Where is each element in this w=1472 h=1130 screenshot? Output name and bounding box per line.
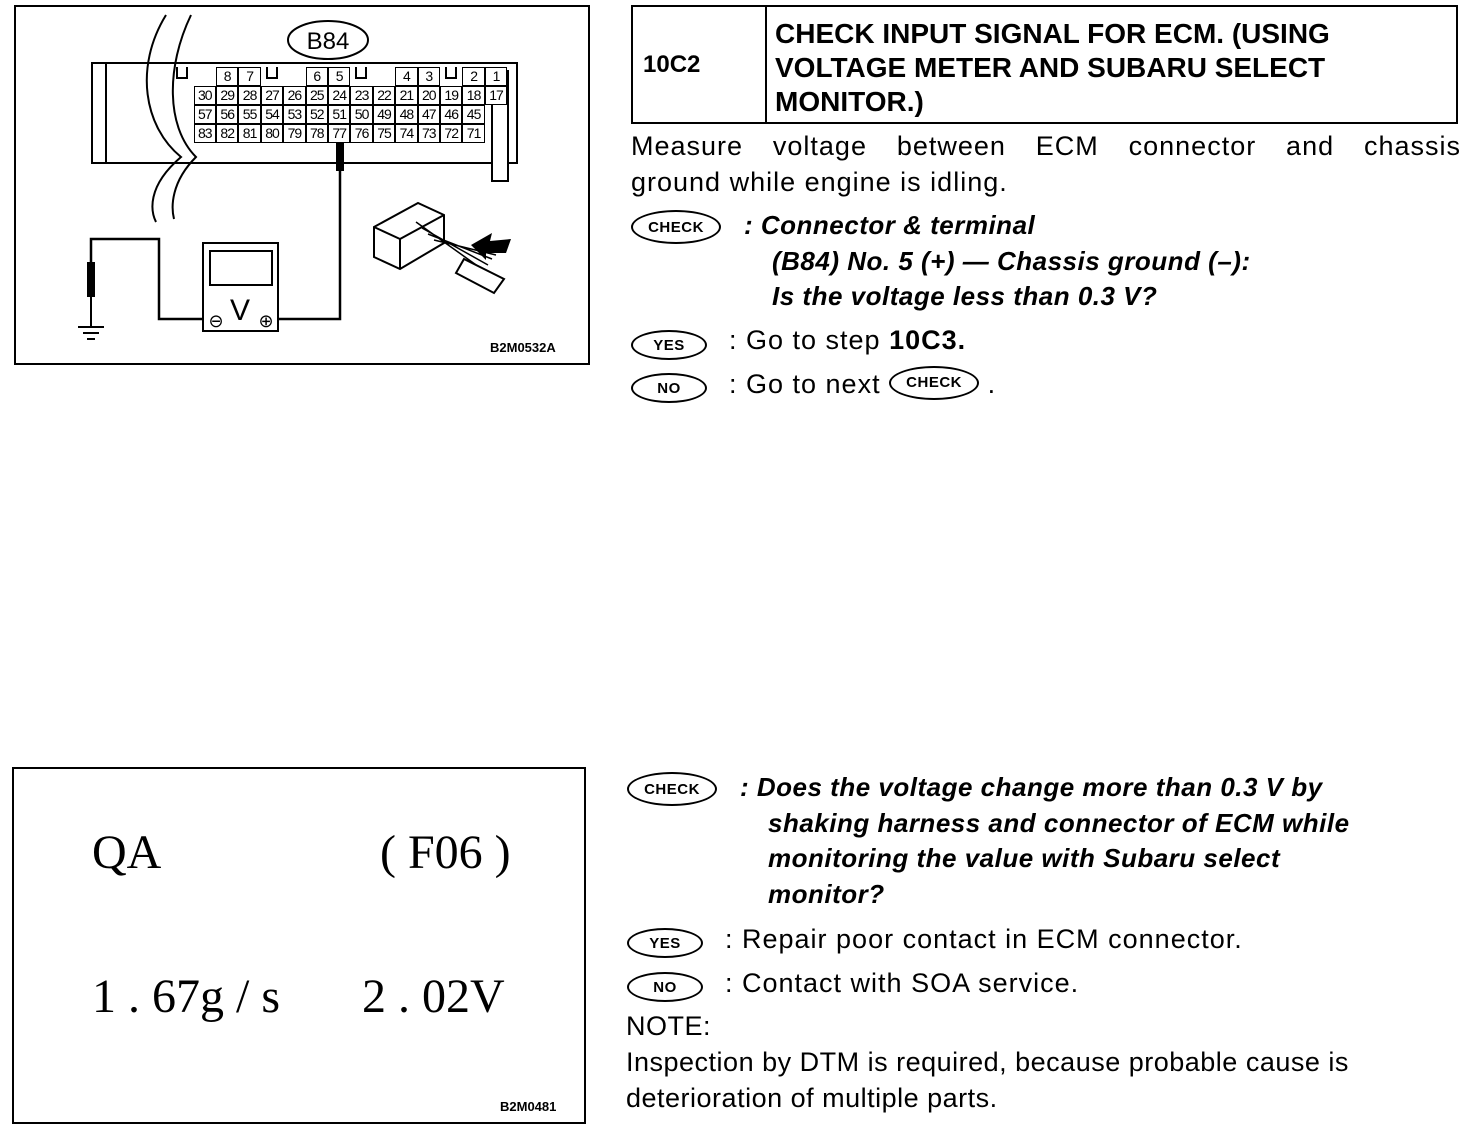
connector-pin: 76	[350, 124, 372, 143]
connector-pin: 55	[238, 105, 260, 124]
note-label: NOTE:	[626, 1011, 712, 1041]
connector-pin: 45	[462, 105, 484, 124]
check-line: (B84) No. 5 (+) — Chassis ground (–):	[772, 245, 1251, 276]
connector-pin: 21	[395, 86, 417, 105]
check-badge: CHECK	[631, 210, 721, 244]
plus-terminal: ⊕	[258, 311, 274, 332]
connector-pin: 81	[238, 124, 260, 143]
connector-pin: 3	[418, 67, 440, 86]
connector-pin: 74	[395, 124, 417, 143]
instruction-text	[631, 128, 1461, 200]
connector-pin: 56	[216, 105, 238, 124]
connector-pin: 79	[283, 124, 305, 143]
connector-pin: 83	[194, 124, 216, 143]
connector-pin: 73	[418, 124, 440, 143]
check-line: : Does the voltage change more than 0.3 V by	[740, 772, 1323, 802]
check-line: monitor?	[768, 878, 885, 909]
connector-pin: 50	[350, 105, 372, 124]
check-criteria	[740, 770, 1460, 912]
step-number: 10C2	[633, 7, 767, 122]
connector-slot	[266, 67, 278, 79]
voltmeter-symbol: V	[229, 294, 251, 327]
connector-pin: 8	[216, 67, 238, 86]
connector-pin: 27	[261, 86, 283, 105]
connector-pin: 47	[418, 105, 440, 124]
connector-pin: 48	[395, 105, 417, 124]
connector-pin: 18	[462, 86, 484, 105]
connector-pin: 23	[350, 86, 372, 105]
connector-slot	[445, 67, 457, 79]
connector-pin: 53	[283, 105, 305, 124]
connector-pin: 17	[485, 86, 507, 105]
connector-pin: 19	[440, 86, 462, 105]
note-line: deterioration of multiple parts.	[626, 1083, 998, 1113]
connector-pin: 82	[216, 124, 238, 143]
monitor-flow-reading: 1 . 67g / s	[92, 970, 281, 1023]
instruction-line: Measure voltage between ECM connector and chassis	[631, 131, 1461, 161]
connector-pin: 80	[261, 124, 283, 143]
monitor-voltage-reading: 2 . 02V	[362, 970, 505, 1023]
connector-pin: 78	[306, 124, 328, 143]
connector-pin: 7	[238, 67, 260, 86]
connector-pin: 49	[373, 105, 395, 124]
connector-pin: 75	[373, 124, 395, 143]
step-title-line: VOLTAGE METER AND SUBARU SELECT	[775, 52, 1326, 83]
connector-pin: 71	[462, 124, 484, 143]
step-title-line: MONITOR.)	[775, 86, 924, 117]
check-criteria	[744, 208, 1444, 315]
select-monitor-figure	[12, 767, 586, 1124]
yes-instruction: : Repair poor contact in ECM connector.	[725, 924, 1243, 954]
connector-pin: 6	[306, 67, 328, 86]
no-badge: NO	[627, 972, 703, 1002]
check-line: : Connector & terminal	[744, 210, 1036, 240]
note-block	[626, 1008, 1456, 1116]
connector-pin: 22	[373, 86, 395, 105]
probe-connector-icon	[374, 203, 511, 293]
connector-pin: 54	[261, 105, 283, 124]
check-badge: CHECK	[627, 772, 717, 806]
connector-pin: 5	[328, 67, 350, 86]
connector-pin: 52	[306, 105, 328, 124]
no-prefix: : Go to next	[729, 369, 890, 399]
connector-pin: 77	[328, 124, 350, 143]
connector-pin: 20	[418, 86, 440, 105]
connector-pin: 26	[283, 86, 305, 105]
step-title	[767, 7, 1456, 122]
no-badge: NO	[631, 373, 707, 403]
minus-terminal: ⊖	[208, 311, 224, 332]
no-suffix: .	[979, 369, 997, 399]
yes-badge: YES	[627, 928, 703, 958]
yes-instruction	[729, 322, 966, 358]
figure-code: B2M0481	[500, 1099, 557, 1114]
connector-pin: 29	[216, 86, 238, 105]
step-title-line: CHECK INPUT SIGNAL FOR ECM. (USING	[775, 18, 1330, 49]
connector-pin: 25	[306, 86, 328, 105]
yes-badge: YES	[631, 330, 707, 360]
connector-label: B84	[306, 28, 350, 55]
note-line: Inspection by DTM is required, because probable cause is	[626, 1047, 1349, 1077]
connector-slot	[355, 67, 367, 79]
no-instruction	[729, 366, 996, 403]
monitor-parameter: QA	[92, 826, 162, 879]
connector-pin: 4	[395, 67, 417, 86]
connector-pin: 57	[194, 105, 216, 124]
yes-step-link[interactable]: 10C3.	[889, 325, 967, 355]
connector-pin: 2	[462, 67, 484, 86]
check-line: Is the voltage less than 0.3 V?	[772, 281, 1158, 311]
connector-pin: 46	[440, 105, 462, 124]
connector-pin: 51	[328, 105, 350, 124]
connector-pin-grid	[104, 67, 514, 162]
connector-slot	[176, 67, 188, 79]
next-check-badge[interactable]: CHECK	[889, 366, 979, 400]
check-line: shaking harness and connector of ECM while	[768, 807, 1350, 838]
connector-pin: 72	[440, 124, 462, 143]
connector-pin: 24	[328, 86, 350, 105]
figure-code: B2M0532A	[490, 340, 556, 355]
connector-pin: 1	[485, 67, 507, 86]
step-header-table	[631, 5, 1458, 124]
connector-diagram-figure	[14, 5, 590, 365]
check-line: monitoring the value with Subaru select	[768, 843, 1281, 873]
yes-prefix: : Go to step	[729, 325, 890, 355]
connector-diagram	[16, 7, 592, 367]
connector-pin: 30	[194, 86, 216, 105]
connector-pin: 28	[238, 86, 260, 105]
monitor-code: ( F06 )	[380, 826, 511, 879]
instruction-line: ground while engine is idling.	[631, 167, 1008, 197]
no-instruction: : Contact with SOA service.	[725, 968, 1080, 998]
